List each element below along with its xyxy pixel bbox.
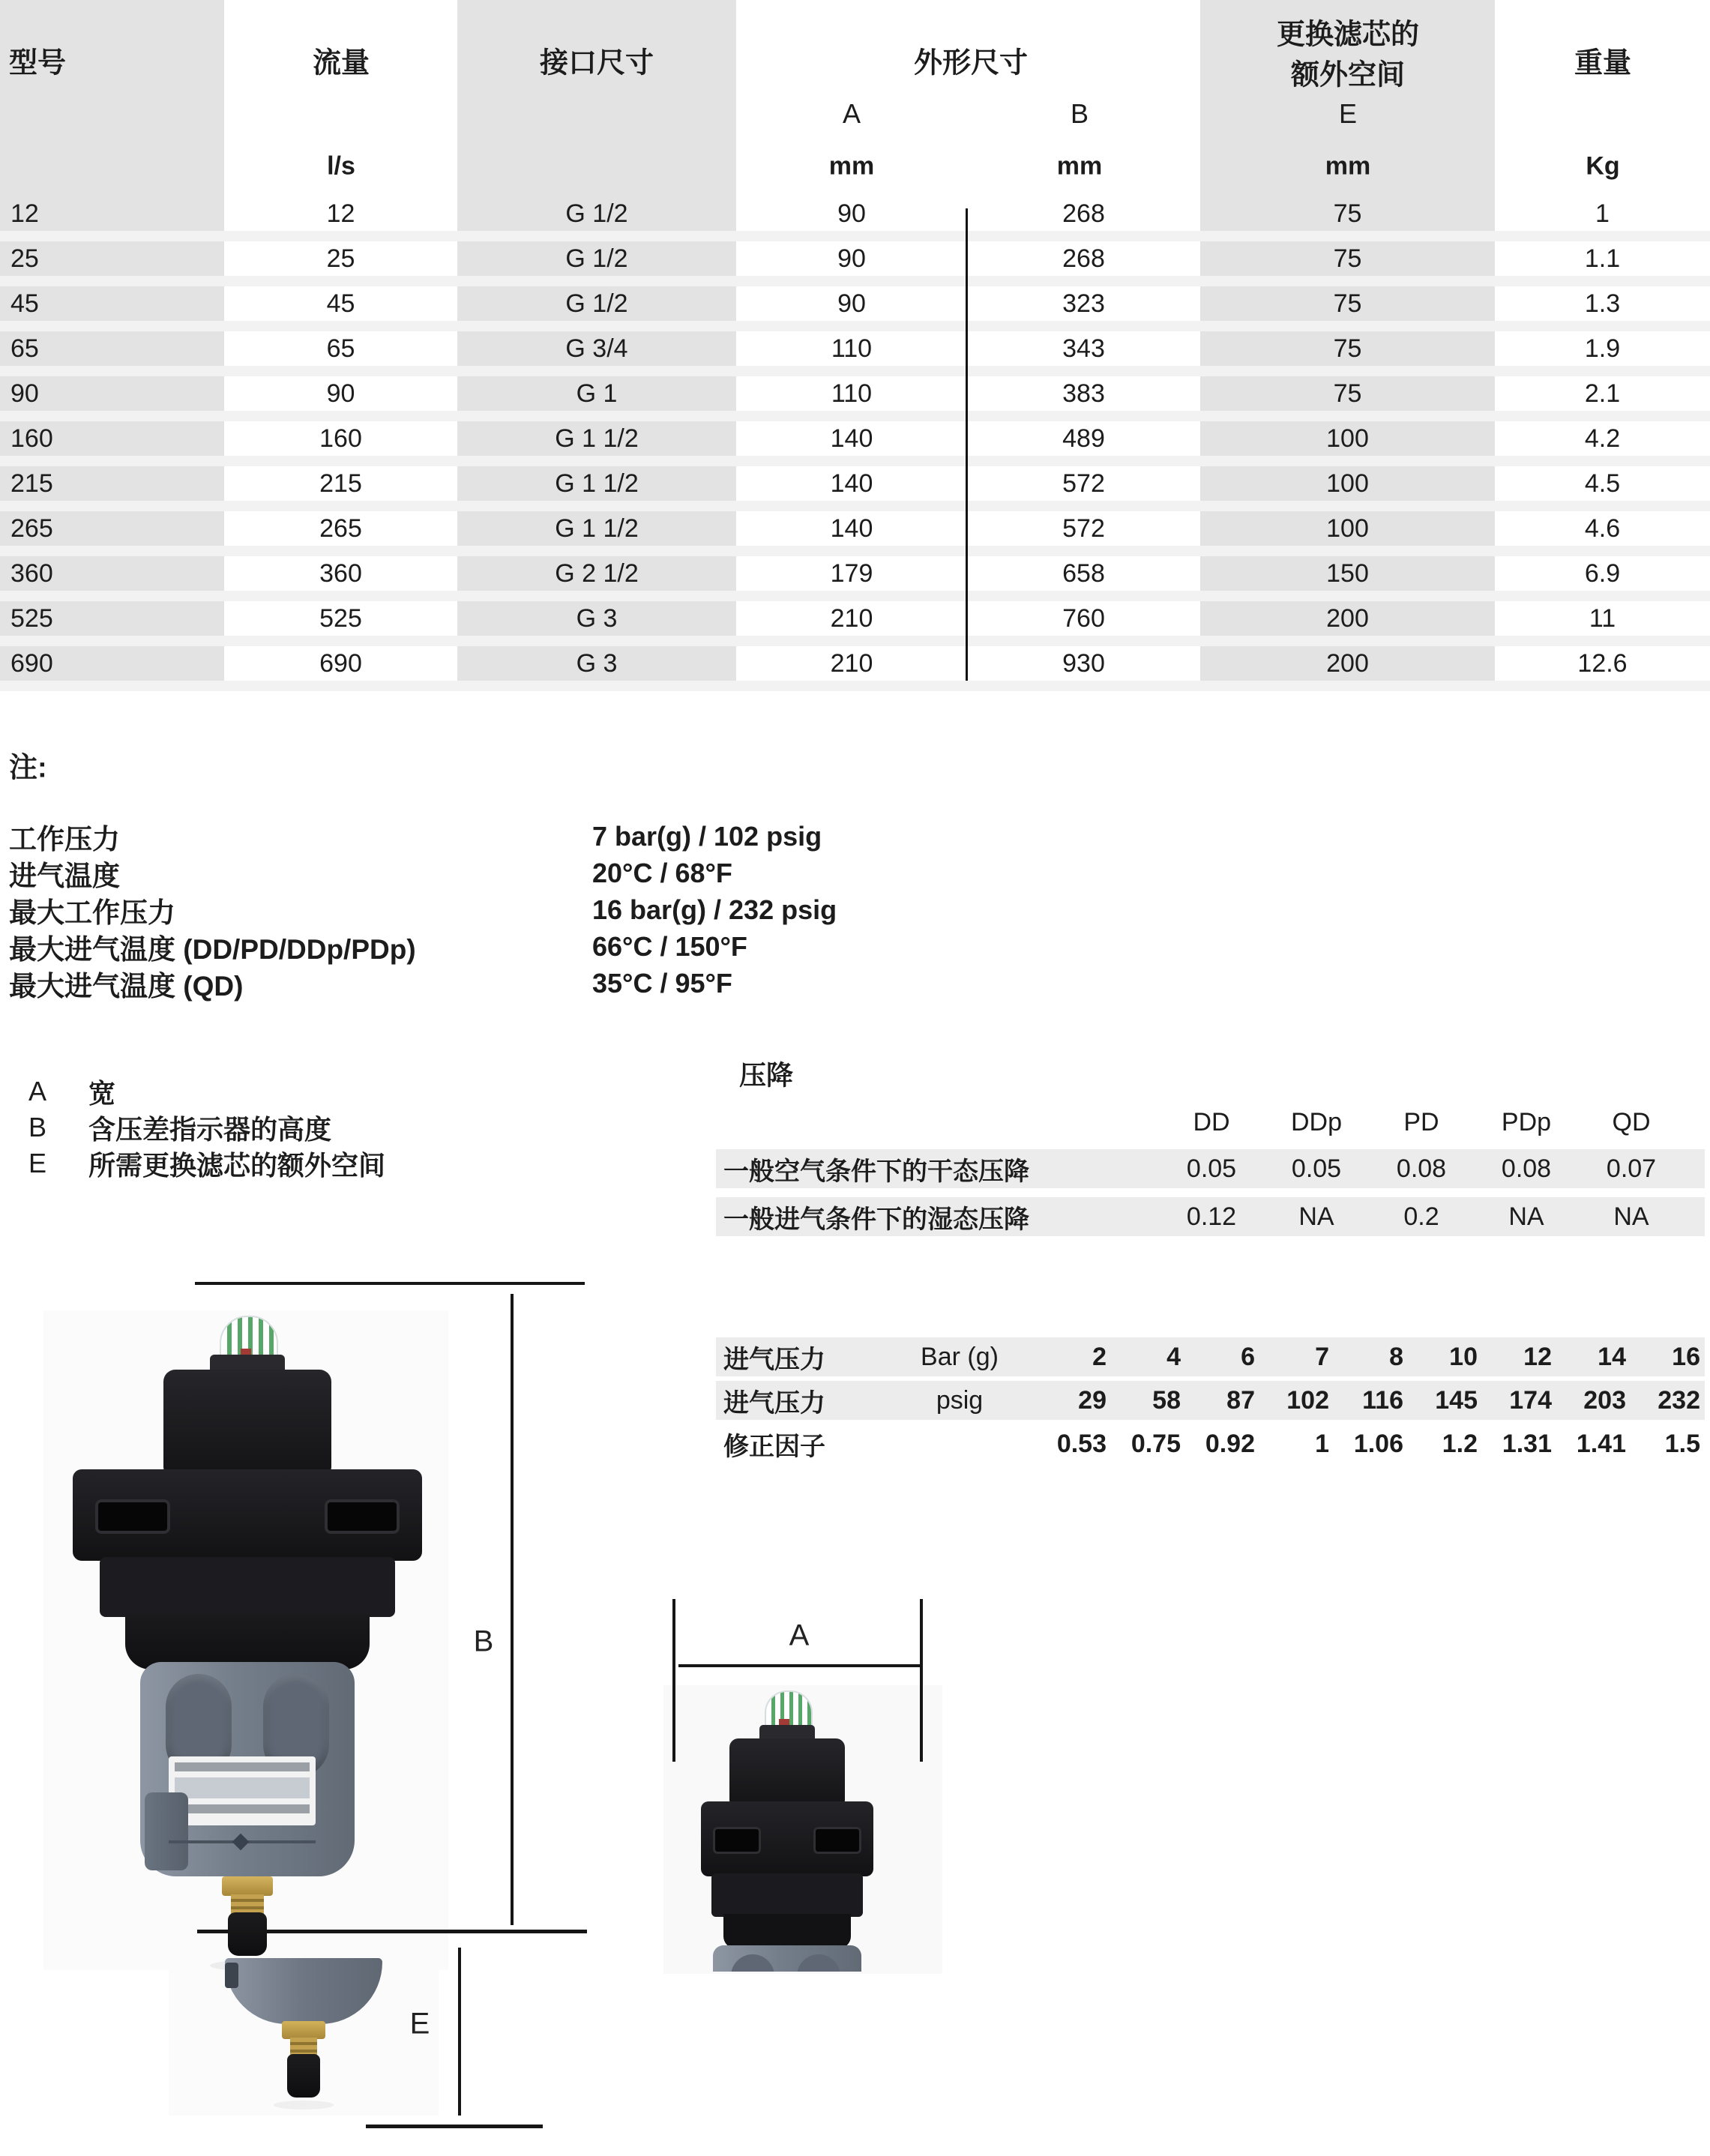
cell-dim-e: 200 <box>1326 604 1369 633</box>
cell-weight: 2.1 <box>1584 379 1621 408</box>
bowl-side-bracket <box>145 1792 188 1870</box>
brand-label-text-blur <box>175 1777 310 1798</box>
cell-dim-a: 90 <box>837 199 866 228</box>
row-values <box>1159 1149 1684 1188</box>
cell-model: 90 <box>10 379 39 408</box>
legend-key: A <box>28 1076 47 1106</box>
note-label: 最大进气温度 (QD) <box>9 970 244 1002</box>
note-value: 20°C / 68°F <box>592 857 732 888</box>
dimension-line-e-bottom <box>366 2125 543 2128</box>
legend-desc: 宽 <box>88 1077 116 1109</box>
cell-dim-e: 75 <box>1333 199 1362 228</box>
value-cell: 8 <box>1389 1342 1403 1371</box>
header-model: 型号 <box>9 47 67 79</box>
table-row <box>716 1424 1705 1463</box>
pressure-drop-title: 压降 <box>739 1059 794 1091</box>
filter-collar <box>711 1873 863 1917</box>
table-row <box>0 376 1710 421</box>
table-row <box>0 466 1710 511</box>
filter-product-photo-large <box>56 1316 439 1975</box>
column-header: PD <box>1403 1107 1439 1136</box>
cell-dim-b: 383 <box>1062 379 1105 408</box>
cell-flow: 525 <box>319 604 362 633</box>
filter-top-cap <box>163 1370 331 1475</box>
value-cell: 10 <box>1449 1342 1478 1371</box>
header-flow: 流量 <box>312 47 370 79</box>
table-row <box>0 286 1710 331</box>
cell-dim-b: 268 <box>1062 244 1105 273</box>
cell-dim-b: 572 <box>1062 469 1105 498</box>
dimension-label-e: E <box>409 2007 430 2041</box>
cell-dim-e: 100 <box>1326 514 1369 543</box>
value-cell: 0.05 <box>1186 1154 1237 1183</box>
unit-mm-e: mm <box>1325 151 1371 181</box>
cell-flow: 45 <box>326 289 355 318</box>
note-value: 7 bar(g) / 102 psig <box>592 820 822 852</box>
drain-fitting-brass <box>282 2021 325 2039</box>
table-row <box>716 1149 1705 1188</box>
value-cell: 16 <box>1672 1342 1700 1371</box>
filter-collar-lower <box>125 1614 370 1669</box>
cell-dim-b: 343 <box>1062 334 1105 363</box>
table-row <box>0 511 1710 556</box>
cell-dim-b: 760 <box>1062 604 1105 633</box>
unit-mm-b: mm <box>1056 151 1103 181</box>
header-extra-space-line1: 更换滤芯的 <box>1276 19 1420 51</box>
table-row <box>0 241 1710 286</box>
note-item <box>0 965 1125 1002</box>
row-label: 进气压力 <box>723 1345 825 1374</box>
note-label: 工作压力 <box>9 823 120 855</box>
drain-shadow <box>274 2101 334 2110</box>
cell-dim-a: 210 <box>830 604 873 633</box>
cell-dim-b: 323 <box>1062 289 1105 318</box>
legend-list <box>28 1074 385 1181</box>
legend-desc: 所需更换滤芯的额外空间 <box>88 1149 386 1181</box>
cell-dim-e: 75 <box>1333 289 1362 318</box>
cell-weight: 1.1 <box>1584 244 1621 273</box>
pressure-drop-columns <box>1159 1103 1684 1142</box>
cell-flow: 690 <box>319 649 362 678</box>
table-row <box>0 421 1710 466</box>
legend-item <box>28 1109 385 1145</box>
filter-product-photo-e-fragment <box>172 1958 435 2112</box>
cell-connection: G 2 1/2 <box>555 559 639 588</box>
header-dimensions: 外形尺寸 <box>913 47 1029 79</box>
cell-connection: G 1 1/2 <box>555 424 639 453</box>
cell-dim-e: 75 <box>1333 334 1362 363</box>
filter-top-cap <box>729 1738 845 1806</box>
note-label: 最大工作压力 <box>9 897 175 928</box>
legend-item <box>28 1074 385 1109</box>
value-cell: 0.07 <box>1606 1154 1657 1183</box>
cell-dim-e: 100 <box>1326 469 1369 498</box>
cell-model: 25 <box>10 244 39 273</box>
dimension-line-a-left <box>672 1599 675 1762</box>
column-header: QD <box>1612 1107 1651 1136</box>
cell-weight: 4.6 <box>1584 514 1621 543</box>
value-cell: NA <box>1508 1202 1544 1231</box>
cell-weight: 4.5 <box>1584 469 1621 498</box>
value-cell: 1.31 <box>1502 1429 1552 1458</box>
cell-dim-b: 930 <box>1062 649 1105 678</box>
dimension-line-e-vertical <box>458 1948 461 2116</box>
note-value: 35°C / 95°F <box>592 967 732 999</box>
legend-key: B <box>28 1112 47 1142</box>
cell-connection: G 3 <box>576 604 618 633</box>
bowl-bottom <box>225 1958 382 2024</box>
value-cell: 1.06 <box>1353 1429 1403 1458</box>
cell-connection: G 1/2 <box>565 199 628 228</box>
value-cell: 0.53 <box>1056 1429 1107 1458</box>
cell-dim-a: 90 <box>837 244 866 273</box>
flange-port-left <box>95 1499 170 1534</box>
value-cell: 203 <box>1583 1385 1626 1415</box>
cell-model: 215 <box>10 469 53 498</box>
cell-model: 525 <box>10 604 53 633</box>
cell-dim-a: 140 <box>830 514 873 543</box>
table-row <box>0 196 1710 241</box>
value-cell: 1 <box>1315 1429 1329 1458</box>
value-cell: 12 <box>1523 1342 1552 1371</box>
value-cell: 0.12 <box>1186 1202 1237 1231</box>
cell-flow: 25 <box>326 244 355 273</box>
cell-dim-b: 658 <box>1062 559 1105 588</box>
notes-list <box>0 818 1125 1002</box>
value-cell: 102 <box>1286 1385 1329 1415</box>
value-cell: 0.75 <box>1131 1429 1181 1458</box>
value-cell: 87 <box>1226 1385 1255 1415</box>
note-label: 进气温度 <box>9 860 120 891</box>
table-row <box>0 331 1710 376</box>
drain-fitting-thread <box>290 2038 317 2056</box>
pressure-drop-header <box>716 1103 1705 1142</box>
cell-connection: G 3 <box>576 649 618 678</box>
table-row <box>716 1337 1705 1376</box>
cell-dim-a: 210 <box>830 649 873 678</box>
cell-connection: G 1 <box>576 379 618 408</box>
cell-connection: G 1 1/2 <box>555 469 639 498</box>
row-values <box>1032 1386 1700 1415</box>
brand-label-stripe <box>175 1804 310 1813</box>
dimension-label-a: A <box>789 1618 810 1652</box>
cell-flow: 215 <box>319 469 362 498</box>
drain-tip <box>287 2054 320 2098</box>
value-cell: 0.92 <box>1205 1429 1255 1458</box>
cell-dim-b: 268 <box>1062 199 1105 228</box>
note-value: 66°C / 150°F <box>592 930 747 962</box>
cell-connection: G 3/4 <box>565 334 628 363</box>
note-label: 最大进气温度 (DD/PD/DDp/PDp) <box>9 933 416 965</box>
value-cell: 174 <box>1509 1385 1552 1415</box>
note-item <box>0 855 1125 891</box>
header-dim-b: B <box>1070 98 1089 129</box>
note-item <box>0 818 1125 855</box>
unit-mm-a: mm <box>828 151 875 181</box>
legend-key: E <box>28 1148 47 1178</box>
cell-dim-a: 179 <box>830 559 873 588</box>
note-item <box>0 928 1125 965</box>
cell-connection: G 1/2 <box>565 289 628 318</box>
flange-port-left <box>713 1827 761 1854</box>
cell-model: 65 <box>10 334 39 363</box>
legend-item <box>28 1145 385 1181</box>
value-cell: 1.2 <box>1442 1429 1478 1458</box>
flange-port-right <box>813 1827 861 1854</box>
row-label: 一般进气条件下的湿态压降 <box>723 1205 1029 1234</box>
cell-flow: 12 <box>326 199 355 228</box>
table-row <box>716 1197 1705 1236</box>
cell-model: 45 <box>10 289 39 318</box>
cell-connection: G 1 1/2 <box>555 514 639 543</box>
cell-weight: 1 <box>1595 199 1610 228</box>
dimension-line-a-horizontal <box>678 1664 920 1667</box>
drain-fitting-thread <box>231 1894 264 1914</box>
dimension-label-b: B <box>473 1624 494 1658</box>
cell-dim-a: 110 <box>831 334 873 363</box>
inlet-pressure-rows <box>716 1337 1705 1468</box>
value-cell: NA <box>1613 1202 1649 1231</box>
row-label: 进气压力 <box>723 1388 825 1418</box>
header-dim-a: A <box>842 98 861 129</box>
cell-flow: 65 <box>326 334 355 363</box>
unit-weight: Kg <box>1586 151 1620 181</box>
filter-collar <box>100 1557 395 1617</box>
value-cell: 0.08 <box>1396 1154 1447 1183</box>
value-cell: 145 <box>1435 1385 1478 1415</box>
header-dim-e: E <box>1338 98 1358 129</box>
cell-weight: 6.9 <box>1584 559 1621 588</box>
notes-title: 注: <box>9 752 47 784</box>
value-cell: 58 <box>1152 1385 1181 1415</box>
value-cell: 2 <box>1092 1342 1107 1371</box>
legend-desc: 含压差指示器的高度 <box>88 1113 332 1145</box>
cell-weight: 12.6 <box>1577 649 1628 678</box>
row-values <box>1032 1430 1700 1459</box>
note-item <box>0 891 1125 928</box>
column-header: PDp <box>1501 1107 1552 1136</box>
row-unit: psig <box>936 1385 984 1415</box>
cell-model: 12 <box>10 199 39 228</box>
cell-dim-a: 140 <box>830 469 873 498</box>
value-cell: 0.05 <box>1291 1154 1342 1183</box>
table-row <box>0 556 1710 601</box>
header-weight: 重量 <box>1574 47 1632 79</box>
drain-fitting-brass <box>222 1876 273 1896</box>
value-cell: 4 <box>1166 1342 1181 1371</box>
cell-dim-b: 489 <box>1062 424 1105 453</box>
value-cell: 14 <box>1598 1342 1626 1371</box>
cell-weight: 1.9 <box>1584 334 1621 363</box>
row-label: 修正因子 <box>723 1432 825 1461</box>
drain-tip <box>228 1912 267 1956</box>
column-header: DD <box>1193 1107 1230 1136</box>
cell-dim-a: 110 <box>831 379 873 408</box>
cell-model: 160 <box>10 424 53 453</box>
flange-port-right <box>325 1499 400 1534</box>
cell-dim-e: 200 <box>1326 649 1369 678</box>
cell-dim-e: 75 <box>1333 379 1362 408</box>
header-extra-space-line2: 额外空间 <box>1290 59 1406 91</box>
cell-model: 690 <box>10 649 53 678</box>
dimension-line-b-vertical <box>511 1294 514 1925</box>
cell-flow: 160 <box>319 424 362 453</box>
brand-label-stripe <box>175 1762 310 1771</box>
cell-model: 360 <box>10 559 53 588</box>
pressure-drop-rows <box>716 1149 1705 1245</box>
filter-product-photo-small <box>701 1690 873 1972</box>
value-cell: 0.08 <box>1501 1154 1552 1183</box>
unit-flow: l/s <box>327 151 355 181</box>
cell-model: 265 <box>10 514 53 543</box>
row-label: 一般空气条件下的干态压降 <box>723 1157 1029 1186</box>
spec-table-rows <box>0 196 1710 691</box>
cell-flow: 90 <box>326 379 355 408</box>
note-value: 16 bar(g) / 232 psig <box>592 894 837 925</box>
row-values <box>1159 1197 1684 1236</box>
value-cell: 29 <box>1078 1385 1107 1415</box>
cell-weight: 4.2 <box>1584 424 1621 453</box>
cell-connection: G 1/2 <box>565 244 628 273</box>
value-cell: 6 <box>1241 1342 1255 1371</box>
cell-weight: 1.3 <box>1584 289 1621 318</box>
cell-flow: 265 <box>319 514 362 543</box>
value-cell: NA <box>1298 1202 1334 1231</box>
header-connection: 接口尺寸 <box>539 47 654 79</box>
bowl-bracket-notch <box>225 1963 238 1988</box>
cell-dim-e: 150 <box>1326 559 1369 588</box>
value-cell: 7 <box>1315 1342 1329 1371</box>
cell-weight: 11 <box>1589 604 1616 633</box>
a-b-column-divider <box>966 208 968 681</box>
value-cell: 1.5 <box>1664 1429 1700 1458</box>
row-unit: Bar (g) <box>921 1342 999 1371</box>
table-row <box>0 601 1710 646</box>
cell-dim-b: 572 <box>1062 514 1105 543</box>
dimension-line-b-top <box>195 1282 585 1285</box>
row-values <box>1032 1343 1700 1372</box>
cell-dim-a: 140 <box>830 424 873 453</box>
dimension-line-middle <box>197 1930 587 1933</box>
table-row <box>0 646 1710 691</box>
filter-collar-lower <box>723 1914 851 1948</box>
value-cell: 232 <box>1658 1385 1700 1415</box>
cell-dim-a: 90 <box>837 289 866 318</box>
dimension-line-a-right <box>920 1599 923 1762</box>
cell-dim-e: 100 <box>1326 424 1369 453</box>
value-cell: 1.41 <box>1576 1429 1626 1458</box>
table-row <box>716 1381 1705 1420</box>
value-cell: 0.2 <box>1403 1202 1439 1231</box>
cell-flow: 360 <box>319 559 362 588</box>
column-header: DDp <box>1290 1107 1343 1136</box>
value-cell: 116 <box>1362 1385 1403 1415</box>
cell-dim-e: 75 <box>1333 244 1362 273</box>
